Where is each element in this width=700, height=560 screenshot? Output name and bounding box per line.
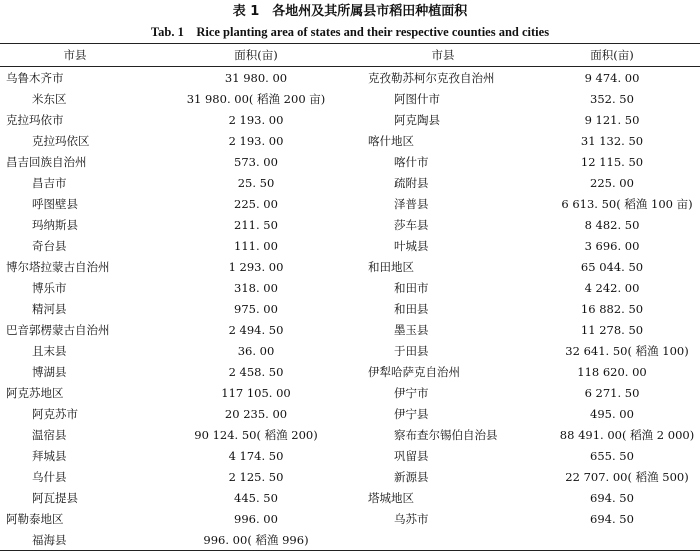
left-name: 昌吉市 <box>32 175 67 190</box>
left-name: 博乐市 <box>32 280 67 295</box>
left-name: 博湖县 <box>32 364 67 379</box>
left-name: 阿勒泰地区 <box>6 511 64 526</box>
left-name: 阿克苏市 <box>32 406 78 421</box>
right-area: 495. 00 <box>590 406 634 421</box>
left-name: 奇台县 <box>32 238 67 253</box>
table-row <box>0 529 700 551</box>
right-name: 墨玉县 <box>394 322 429 337</box>
left-area: 445. 50 <box>234 490 278 505</box>
right-name: 伊犁哈萨克自治州 <box>368 364 460 379</box>
right-name: 巩留县 <box>394 448 429 463</box>
table-row <box>0 130 700 151</box>
left-area: 36. 00 <box>237 343 275 358</box>
right-name: 伊宁市 <box>394 385 429 400</box>
table-title-cn: 表 1 各地州及其所属县市稻田种植面积 <box>232 4 468 19</box>
right-area: 9 474. 00 <box>584 70 640 85</box>
table-row <box>0 403 700 424</box>
left-area: 573. 00 <box>234 154 278 169</box>
table-row <box>0 67 700 89</box>
right-area: 694. 50 <box>590 511 634 526</box>
right-area: 352. 50 <box>590 91 634 106</box>
right-name <box>362 529 524 551</box>
right-area: 88 491. 00( 稻渔 2 000) <box>559 427 695 442</box>
right-name: 莎车县 <box>394 217 429 232</box>
left-name: 且末县 <box>32 343 67 358</box>
left-name: 精河县 <box>32 301 67 316</box>
left-name: 温宿县 <box>32 427 67 442</box>
table-title-en: Tab. 1 Rice planting area of states and their respective counties and cities <box>150 25 550 39</box>
right-area: 11 278. 50 <box>580 322 644 337</box>
right-area: 16 882. 50 <box>580 301 644 316</box>
left-area: 225. 00 <box>234 196 278 211</box>
table-row <box>0 487 700 508</box>
left-area: 2 458. 50 <box>228 364 284 379</box>
left-name: 阿瓦提县 <box>32 490 78 505</box>
right-area: 118 620. 00 <box>577 364 647 379</box>
right-area: 4 242. 00 <box>584 280 640 295</box>
right-name: 和田县 <box>394 301 429 316</box>
right-name: 叶城县 <box>394 238 429 253</box>
right-area: 6 271. 50 <box>584 385 640 400</box>
left-name: 阿克苏地区 <box>6 385 64 400</box>
right-name: 新源县 <box>394 469 429 484</box>
table-body <box>0 67 700 551</box>
table-row <box>0 466 700 487</box>
table-row <box>0 382 700 403</box>
table-row <box>0 256 700 277</box>
header-left-name: 市县 <box>63 48 87 62</box>
left-name: 米东区 <box>32 91 67 106</box>
table-row <box>0 151 700 172</box>
table-row <box>0 277 700 298</box>
left-area: 4 174. 50 <box>228 448 284 463</box>
left-area: 996. 00 <box>234 511 278 526</box>
left-area: 20 235. 00 <box>224 406 288 421</box>
left-area: 117 105. 00 <box>221 385 291 400</box>
right-area: 3 696. 00 <box>584 238 640 253</box>
left-name: 乌什县 <box>32 469 67 484</box>
table-row <box>0 193 700 214</box>
left-area: 2 193. 00 <box>228 112 284 127</box>
right-name: 泽普县 <box>394 196 429 211</box>
table-row <box>0 424 700 445</box>
left-area: 996. 00( 稻渔 996) <box>203 532 309 547</box>
left-area: 975. 00 <box>234 301 278 316</box>
table-header-row <box>0 44 700 67</box>
left-area: 211. 50 <box>234 217 278 232</box>
table-row <box>0 109 700 130</box>
table-row <box>0 319 700 340</box>
right-area: 8 482. 50 <box>584 217 640 232</box>
right-area: 65 044. 50 <box>580 259 644 274</box>
left-area: 31 980. 00( 稻渔 200 亩) <box>186 91 326 106</box>
left-name: 昌吉回族自治州 <box>6 154 87 169</box>
right-area <box>524 529 700 551</box>
right-name: 伊宁县 <box>394 406 429 421</box>
left-name: 福海县 <box>32 532 67 547</box>
left-name: 乌鲁木齐市 <box>6 70 64 85</box>
left-name: 克拉玛依区 <box>32 133 90 148</box>
table-row <box>0 445 700 466</box>
table-row <box>0 508 700 529</box>
right-area: 225. 00 <box>590 175 634 190</box>
right-name: 喀什市 <box>394 154 429 169</box>
right-area: 32 641. 50( 稻渔 100) <box>565 343 689 358</box>
right-name: 阿图什市 <box>394 91 440 106</box>
left-area: 2 494. 50 <box>228 322 284 337</box>
right-name: 于田县 <box>394 343 429 358</box>
rice-area-table <box>0 43 700 551</box>
header-right-name: 市县 <box>431 48 455 62</box>
left-name: 拜城县 <box>32 448 67 463</box>
table-row <box>0 172 700 193</box>
right-area: 6 613. 50( 稻渔 100 亩) <box>561 196 693 211</box>
table-row <box>0 340 700 361</box>
left-name: 巴音郭楞蒙古自治州 <box>6 322 110 337</box>
table-row <box>0 88 700 109</box>
left-area: 2 193. 00 <box>228 133 284 148</box>
table-row <box>0 214 700 235</box>
right-name: 和田市 <box>394 280 429 295</box>
left-name: 克拉玛依市 <box>6 112 64 127</box>
left-name: 博尔塔拉蒙古自治州 <box>6 259 110 274</box>
right-area: 655. 50 <box>590 448 634 463</box>
right-name: 克孜勒苏柯尔克孜自治州 <box>368 70 495 85</box>
table-row <box>0 298 700 319</box>
left-area: 111. 00 <box>234 238 278 253</box>
table-row <box>0 361 700 382</box>
left-area: 318. 00 <box>234 280 278 295</box>
left-area: 90 124. 50( 稻渔 200) <box>194 427 318 442</box>
right-area: 694. 50 <box>590 490 634 505</box>
left-area: 25. 50 <box>237 175 275 190</box>
left-area: 31 980. 00 <box>224 70 288 85</box>
right-area: 9 121. 50 <box>584 112 640 127</box>
left-name: 玛纳斯县 <box>32 217 78 232</box>
right-name: 喀什地区 <box>368 133 414 148</box>
table-row <box>0 235 700 256</box>
left-name: 呼图壁县 <box>32 196 78 211</box>
header-left-area: 面积(亩) <box>234 48 278 62</box>
right-area: 12 115. 50 <box>580 154 644 169</box>
right-name: 塔城地区 <box>368 490 414 505</box>
header-right-area: 面积(亩) <box>590 48 634 62</box>
left-area: 1 293. 00 <box>228 259 284 274</box>
right-name: 和田地区 <box>368 259 414 274</box>
right-area: 31 132. 50 <box>580 133 644 148</box>
right-name: 疏附县 <box>394 175 429 190</box>
right-name: 察布查尔锡伯自治县 <box>394 427 498 442</box>
left-area: 2 125. 50 <box>228 469 284 484</box>
right-area: 22 707. 00( 稻渔 500) <box>565 469 689 484</box>
right-name: 阿克陶县 <box>394 112 440 127</box>
right-name: 乌苏市 <box>394 511 429 526</box>
